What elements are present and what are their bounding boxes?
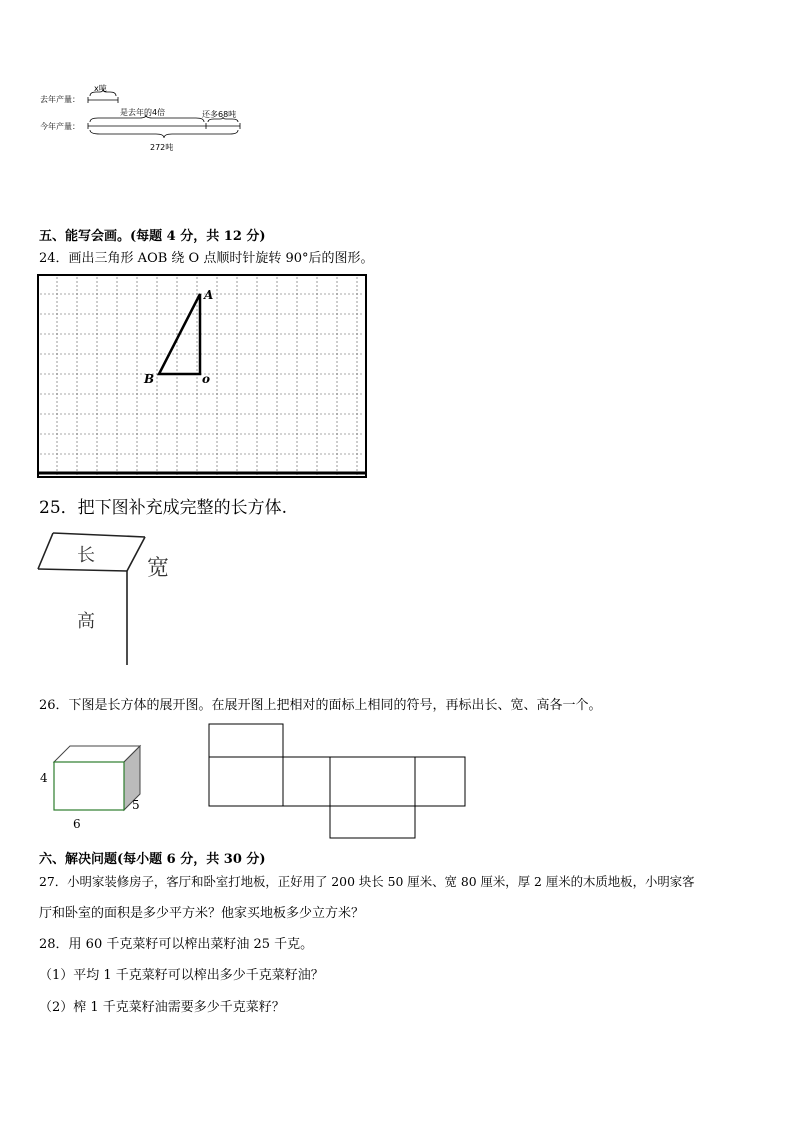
- question-28: 28．用 60 千克菜籽可以榨出菜籽油 25 千克。: [39, 937, 314, 952]
- small-cuboid: [36, 742, 148, 834]
- height-label: 高: [77, 611, 95, 632]
- net-face-top: [209, 724, 283, 757]
- segment-lines: [36, 80, 256, 155]
- dim-width: 5: [132, 798, 140, 812]
- question-25: 25．把下图补充成完整的长方体.: [39, 498, 288, 518]
- cuboid-net: [207, 722, 469, 840]
- question-26: 26．下图是长方体的展开图。在展开图上把相对的面标上相同的符号，再标出长、宽、高各一个。: [39, 698, 602, 713]
- net-face-bottom: [330, 806, 415, 838]
- question-24: 24．画出三角形 AOB 绕 O 点顺时针旋转 90°后的图形。: [39, 251, 374, 266]
- dim-length: 6: [73, 817, 81, 831]
- this-year-label: 今年产量：: [40, 122, 80, 131]
- net-face-4: [415, 757, 465, 806]
- net-face-3: [330, 757, 415, 806]
- rotation-grid: [37, 274, 369, 480]
- net-face-1: [209, 757, 283, 806]
- times-label: 是去年的4倍: [120, 108, 166, 117]
- point-o-label: o: [202, 372, 211, 386]
- last-year-label: 去年产量：: [40, 95, 80, 104]
- x-label: x吨: [94, 84, 107, 93]
- question-27-line1: 27．小明家装修房子，客厅和卧室打地板，正好用了 200 块长 50 厘米、宽 80 厘米，厚 2 厘米的木质地板，小明家客: [39, 874, 695, 889]
- question-28-1: （1）平均 1 千克菜籽可以榨出多少千克菜籽油？: [39, 968, 324, 983]
- section5-title: 五、能写会画。(每题 4 分，共 12 分): [39, 229, 266, 244]
- cuboid-sketch: [35, 525, 235, 670]
- section6-title: 六、解决问题(每小题 6 分，共 30 分): [39, 852, 266, 867]
- width-label: 宽: [147, 556, 170, 581]
- net-face-2: [283, 757, 330, 806]
- point-b-label: B: [144, 372, 155, 386]
- question-28-2: （2）榨 1 千克菜籽油需要多少千克菜籽？: [39, 1000, 285, 1015]
- segment-diagram: [36, 80, 256, 155]
- point-a-label: A: [204, 288, 214, 302]
- question-27-line2: 厅和卧室的面积是多少平方米？他家买地板多少立方米？: [39, 906, 365, 921]
- dim-height: 4: [40, 771, 48, 785]
- more-label: 还多68吨: [202, 110, 237, 119]
- length-label: 长: [77, 545, 95, 566]
- total-label: 272吨: [150, 143, 174, 152]
